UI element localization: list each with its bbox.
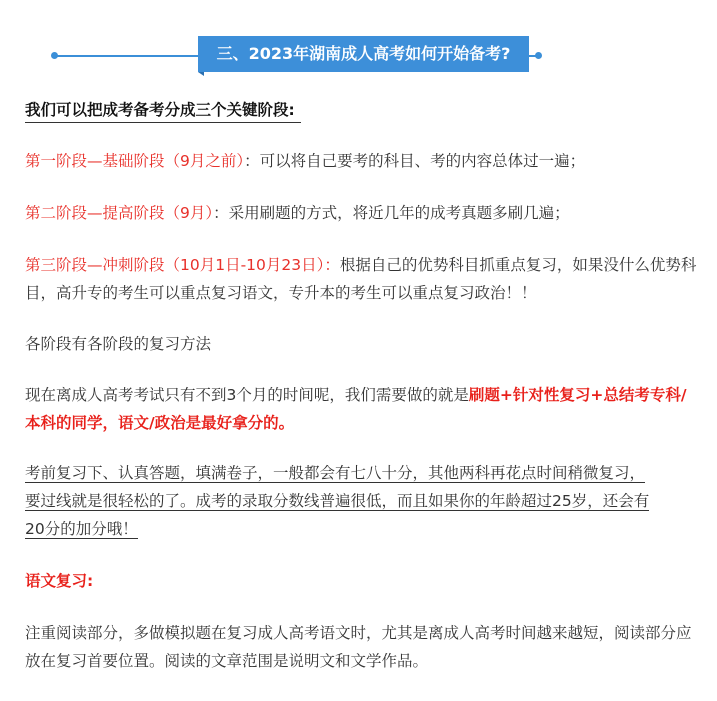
stage-3-label: 第三阶段—冲刺阶段（10月1日-10月23日）：: [25, 256, 340, 274]
banner-notch: [198, 72, 204, 76]
yuwen-paragraph: 注重阅读部分，多做模拟题在复习成人高考语文时，尤其是离成人高考时间越来越短，阅读部分应放在复习首要位置。阅读的文章范围是说明文和文学作品。: [25, 624, 692, 670]
stage-3-paragraph: [25, 251, 697, 307]
stage-1-sep: ：: [244, 152, 260, 170]
stage-2-paragraph: [25, 199, 697, 227]
now-highlight-text: 刷题+针对性复习+总结考专科/本科的同学，语文/政治是最好拿分的。: [25, 386, 687, 432]
stage-1-paragraph: [25, 147, 697, 175]
stage-3-desc: 根据自己的优势科目抓重点复习，如果没什么优势科目，高升专的考生可以重点复习语文，专升本的考生可以重点复习政治！！: [25, 256, 697, 302]
stage-2-desc: 采用刷题的方式，将近几年的成考真题多刷几遍；: [228, 204, 570, 222]
intro-heading-text: 我们可以把成考备考分成三个关键阶段:: [25, 101, 301, 123]
tips-line-2: 要过线就是很轻松的了。成考的录取分数线普遍很低，而且如果你的年龄超过25岁，还会有: [25, 492, 650, 510]
method-paragraph: 各阶段有各阶段的复习方法: [25, 335, 212, 353]
tips-line-1: 考前复习下、认真答题，填满卷子，一般都会有七八十分，其他两科再花点时间稍微复习，: [25, 464, 646, 482]
stage-2-sep: ：: [213, 204, 229, 222]
banner-left-dot: [51, 52, 58, 59]
now-paragraph: [25, 381, 697, 437]
tips-paragraph: [25, 459, 697, 543]
banner-right-dot: [535, 52, 542, 59]
tips-line-3: 20分的加分哦！: [25, 520, 138, 538]
section-banner: [51, 36, 542, 74]
stage-1-label: 第一阶段—基础阶段（9月之前）: [25, 152, 245, 170]
intro-heading: [25, 96, 697, 124]
stage-2-label: 第二阶段—提高阶段（9月）: [25, 204, 214, 222]
now-plain-text: 现在离成人高考考试只有不到3个月的时间呢，我们需要做的就是: [25, 386, 469, 404]
stage-1-desc: 可以将自己要考的科目、考的内容总体过一遍；: [259, 152, 586, 170]
yuwen-heading: 语文复习:: [25, 572, 94, 590]
section-title: 三、2023年湖南成人高考如何开始备考?: [198, 36, 529, 72]
